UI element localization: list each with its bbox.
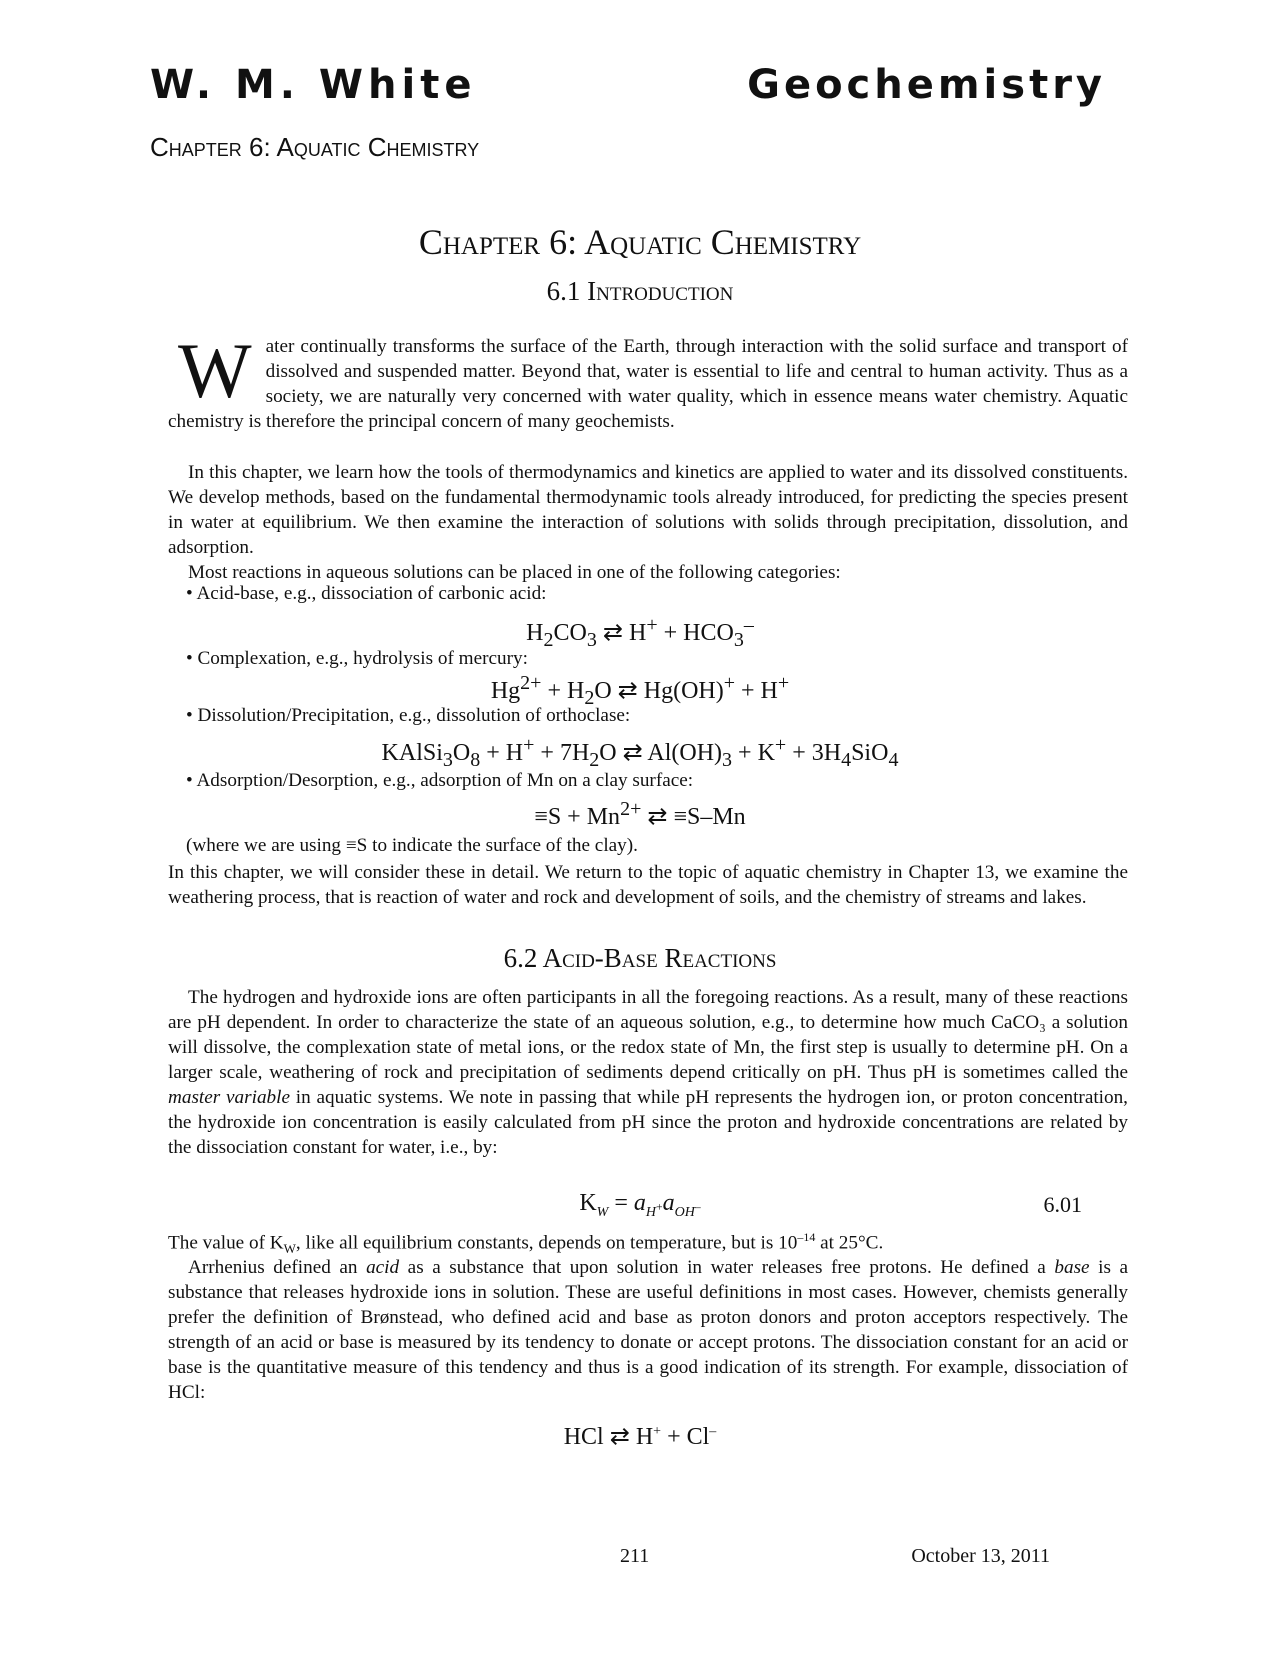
intro-paragraph-text: ater continually transforms the surface of the Earth, through interaction with the solid surface and transport of dissolved and suspended matter. Beyond that, water is essential to life and central to human activity. Thus as a society, we are naturally very concerned with water quality, which in essence means water chemistry. Aquatic chemistry is therefore the principal concern of many geochemists. bbox=[168, 336, 1128, 432]
paragraph-arrhenius: Arrhenius defined an acid as a substance that upon solution in water releases free protons. He defined a base is a substance that releases hydroxide ions in solution. These are useful definitions in most cases. However, chemists generally prefer the definition of Brønstead, who defined acid and base as proton donors and proton acceptors respectively. The strength of an acid or base is measured by its tendency to donate or accept protons. The dissociation constant for an acid or base is the quantitative measure of this tendency and thus is a good indication of its strength. For example, dissociation of HCl: bbox=[168, 1257, 1129, 1403]
bullet-dissolution: • Dissolution/Precipitation, e.g., dissolution of orthoclase: bbox=[186, 705, 631, 726]
section-title-introduction: 6.1 Introduction bbox=[546, 276, 734, 306]
acid-base-text: The hydrogen and hydroxide ions are often participants in all the foregoing reactions. As a result, many of these reactions are pH dependent. In order to characterize the state of an aqueous solution, e.g., to determine how much CaCO₃ a solution will dissolve, the complexation state of metal ions, or the redox state of Mn, the first step is usually to determine pH. On a larger scale, weathering of rock and precipitation of sediments depend critically on pH. Thus pH is sometimes called the bbox=[168, 987, 1128, 1083]
section-title-acid-base: 6.2 Acid-Base Reactions bbox=[503, 943, 777, 973]
equation-manganese: $\equiv S + Mn^{2+}$ ⇄ ≡S–Mn bbox=[534, 798, 746, 830]
acid-base-text-end: in aquatic systems. We note in passing that while pH represents the hydrogen ion, or proton concentration, the hydroxide ion concentration is easily calculated from pH since the proton and hydroxide concentrations are related by the dissociation constant for water, i.e., by: bbox=[168, 1087, 1128, 1158]
equation-kw: $K_W = a_{H^+}a_{OH^-}$ bbox=[579, 1190, 701, 1220]
bullet-adsorption: • Adsorption/Desorption, e.g., adsorption of Mn on a clay surface: bbox=[186, 770, 694, 791]
header-author: W. M. White bbox=[150, 62, 477, 108]
equation-mercury: $Hg^{2+} + H_2O$ ⇄ Hg(OH)+ + H+ bbox=[490, 672, 790, 709]
intro-paragraph bbox=[168, 327, 1128, 434]
paragraph-chapter-13: In this chapter, we will consider these in detail. We return to the topic of aquatic chemistry in Chapter 13, we examine the weathering process, that is reaction of water and rock and development of soils, and the chemistry of streams and lakes. bbox=[168, 862, 1128, 908]
header-chapter: Chapter 6: Aquatic Chemistry bbox=[150, 132, 480, 162]
bullet-acid-base: • Acid-base, e.g., dissociation of carbonic acid: bbox=[186, 583, 547, 604]
chapter-title: Chapter 6: Aquatic Chemistry bbox=[418, 222, 862, 262]
acid-base-paragraph bbox=[168, 985, 1128, 1160]
paragraph-categories: Most reactions in aqueous solutions can be placed in one of the following categories: bbox=[188, 562, 841, 583]
paragraph-chapter-overview: In this chapter, we learn how the tools of thermodynamics and kinetics are applied to water and its dissolved constituents. We develop methods, based on the fundamental thermodynamic tools already introduced, for predicting the species present in water at equilibrium. We then examine the interaction of solutions with solids through precipitation, dissolution, and adsorption. bbox=[168, 462, 1128, 558]
acid-term: acid bbox=[366, 1257, 400, 1278]
header-book-title: Geochemistry bbox=[747, 62, 1106, 108]
master-variable-term: master variable bbox=[168, 1087, 290, 1108]
bullet-complexation: • Complexation, e.g., hydrolysis of mercury: bbox=[186, 648, 528, 669]
drop-cap: W bbox=[178, 327, 252, 414]
equation-carbonic-acid: $H_2CO_3$ ⇄ $H^+ + HCO_3^-$ bbox=[526, 614, 754, 651]
equation-orthoclase: $KAlSi_3O_8 + H^+ + 7H_2O$ ⇄ $Al(OH)_3 + K^+ + 3H_4SiO_4$ bbox=[381, 734, 899, 771]
paragraph-kw-value: The value of $K_W$, like all equilibrium constants, depends on temperature, but is $10^{-14}$ at 25°C. bbox=[168, 1230, 884, 1257]
intro-body bbox=[168, 460, 1128, 585]
base-term: base bbox=[1054, 1257, 1090, 1278]
note-surface-notation: (where we are using ≡S to indicate the surface of the clay). bbox=[186, 835, 638, 856]
footer-date: October 13, 2011 bbox=[911, 1545, 1050, 1567]
equation-hcl: HCl ⇄ H+ + Cl– bbox=[563, 1424, 717, 1450]
equation-number: 6.01 bbox=[1043, 1192, 1082, 1217]
page-number: 211 bbox=[620, 1545, 650, 1567]
